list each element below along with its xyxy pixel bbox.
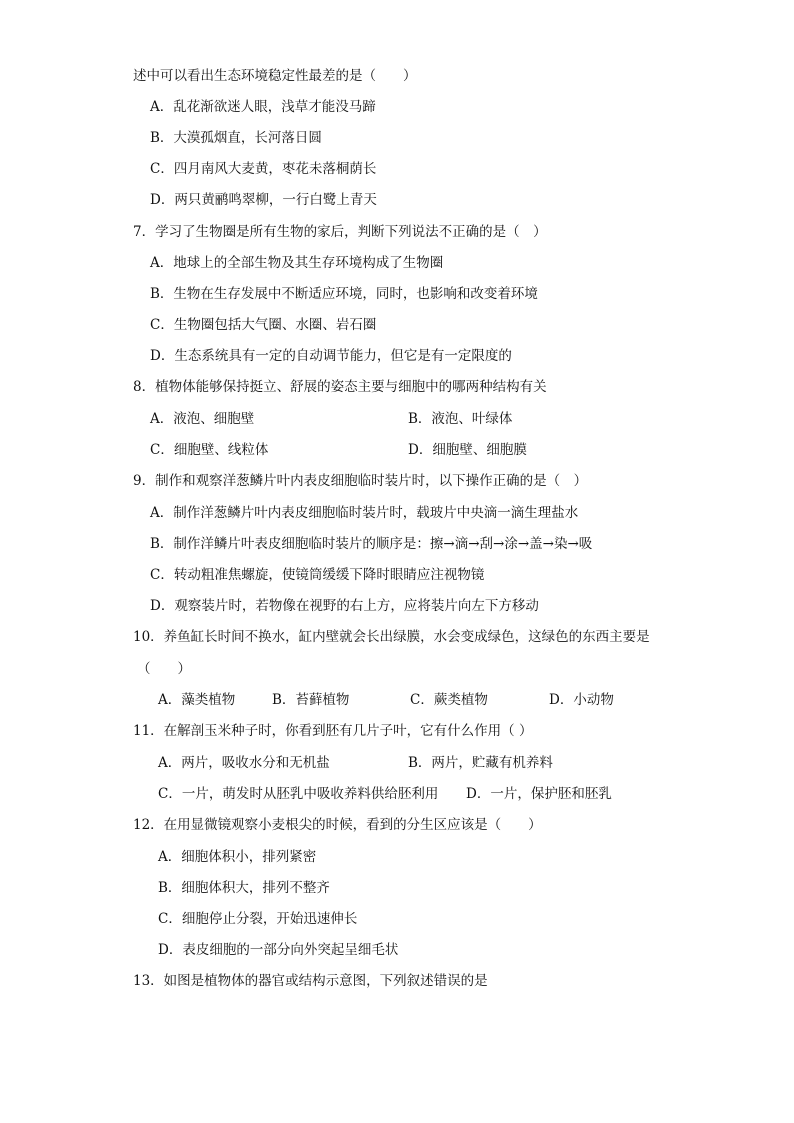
question-10-stem: 10．养鱼缸长时间不换水，缸内壁就会长出绿膜，水会变成绿色，这绿色的东西主要是 bbox=[133, 629, 650, 645]
q11-option-c: C．一片，萌发时从胚乳中吸收养料供给胚利用 bbox=[158, 786, 439, 802]
q7-option-b: B．生物在生存发展中不断适应环境，同时，也影响和改变着环境 bbox=[150, 286, 538, 302]
question-13-stem: 13．如图是植物体的器官或结构示意图，下列叙述错误的是 bbox=[133, 973, 488, 989]
q11-option-a: A．两片，吸收水分和无机盐 bbox=[158, 755, 330, 771]
q12-option-a: A．细胞体积小，排列紧密 bbox=[158, 849, 317, 865]
q8-option-c: C．细胞壁、线粒体 bbox=[150, 442, 269, 458]
q11-option-d: D．一片，保护胚和胚乳 bbox=[466, 786, 612, 802]
question-12-stem: 12．在用显微镜观察小麦根尖的时候，看到的分生区应该是（ ） bbox=[133, 817, 542, 833]
q7-option-a: A．地球上的全部生物及其生存环境构成了生物圈 bbox=[150, 255, 444, 271]
q10-option-b: B．苔藓植物 bbox=[272, 692, 350, 708]
q10-option-d: D．小动物 bbox=[549, 692, 614, 708]
q8-option-a: A．液泡、细胞壁 bbox=[150, 411, 255, 427]
q11-option-b: B．两片，贮藏有机养料 bbox=[408, 755, 553, 771]
q12-option-c: C．细胞停止分裂，开始迅速伸长 bbox=[158, 911, 358, 927]
question-9-stem: 9．制作和观察洋葱鳞片叶内表皮细胞临时装片时，以下操作正确的是（ ） bbox=[133, 473, 588, 489]
q10-option-c: C．蕨类植物 bbox=[410, 692, 488, 708]
question-8-stem: 8．植物体能够保持挺立、舒展的姿态主要与细胞中的哪两种结构有关 bbox=[133, 379, 547, 395]
q7-option-d: D．生态系统具有一定的自动调节能力，但它是有一定限度的 bbox=[150, 348, 512, 364]
question-7-stem: 7．学习了生物圈是所有生物的家后，判断下列说法不正确的是（ ） bbox=[133, 224, 547, 240]
q6-option-b: B．大漠孤烟直，长河落日圆 bbox=[150, 130, 322, 146]
q7-option-c: C．生物圈包括大气圈、水圈、岩石圈 bbox=[150, 317, 377, 333]
q6-option-c: C．四月南风大麦黄，枣花未落桐荫长 bbox=[150, 161, 377, 177]
q9-option-a: A．制作洋葱鳞片叶内表皮细胞临时装片时，载玻片中央滴一滴生理盐水 bbox=[150, 505, 579, 521]
q9-option-d: D．观察装片时，若物像在视野的右上方，应将装片向左下方移动 bbox=[150, 598, 539, 614]
q6-option-d: D．两只黄鹂鸣翠柳，一行白鹭上青天 bbox=[150, 192, 377, 208]
q12-option-d: D．表皮细胞的一部分向外突起呈细毛状 bbox=[158, 942, 399, 958]
q8-option-b: B．液泡、叶绿体 bbox=[408, 411, 513, 427]
question-6-stem-continued: 述中可以看出生态环境稳定性最差的是（ ） bbox=[133, 68, 417, 84]
question-11-stem: 11．在解剖玉米种子时，你看到胚有几片子叶，它有什么作用（ ） bbox=[133, 723, 533, 739]
q10-option-a: A．藻类植物 bbox=[158, 692, 236, 708]
q9-option-c: C．转动粗准焦螺旋，使镜筒缓缓下降时眼睛应注视物镜 bbox=[150, 567, 485, 583]
q6-option-a: A．乱花渐欲迷人眼，浅草才能没马蹄 bbox=[150, 99, 376, 115]
q9-option-b: B．制作洋鳞片叶表皮细胞临时装片的顺序是：擦→滴→刮→涂→盖→染→吸 bbox=[150, 536, 593, 552]
q12-option-b: B．细胞体积大，排列不整齐 bbox=[158, 880, 330, 896]
question-10-answer-bracket: （ ） bbox=[137, 661, 191, 677]
q8-option-d: D．细胞壁、细胞膜 bbox=[408, 442, 527, 458]
